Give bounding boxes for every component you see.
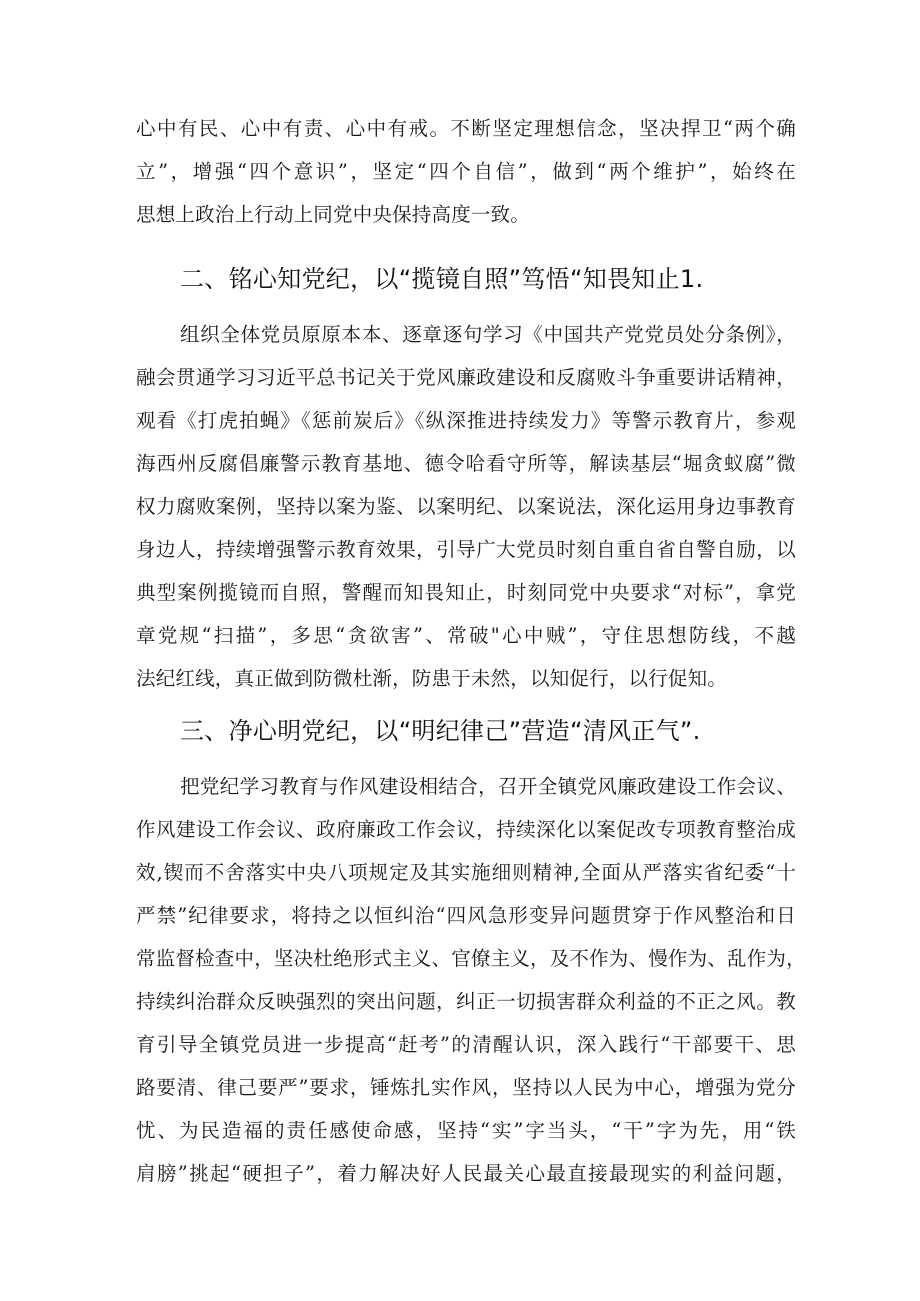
paragraph-line: 典型案例揽镜而自照，警醒而知畏知止，时刻同党中央要求“对标”，拿党 — [136, 581, 796, 604]
section-heading-3: 三、净心明党纪，以“明纪律己”营造“清风正气”. — [180, 717, 701, 745]
paragraph-line: 观看《打虎拍蝇》《惩前炭后》《纵深推进持续发力》等警示教育片，参观 — [136, 409, 796, 432]
paragraph-line: 思想上政治上行动上同党中央保持高度一致。 — [136, 203, 531, 226]
paragraph-line: 章党规“扫描”，多思“贪欲害”、常破"心中贼”，守住思想防线，不越 — [136, 624, 796, 647]
paragraph-line: 把党纪学习教育与作风建设相结合，召开全镇党风廉政建设工作会议、 — [180, 775, 796, 798]
paragraph-line: 持续纠治群众反映强烈的突出问题，纠正一切损害群众利益的不正之风。教 — [136, 990, 796, 1013]
paragraph-line: 组织全体党员原原本本、逐章逐句学习《中国共产党党员处分条例》， — [180, 323, 796, 346]
paragraph-line: 常监督检查中，坚决杜绝形式主义、官僚主义，及不作为、慢作为、乱作为， — [136, 947, 806, 970]
paragraph-line: 心中有民、心中有责、心中有戒。不断坚定理想信念，坚决捍卫“两个确 — [136, 117, 796, 140]
paragraph-line: 肩膀”挑起“硬担子”，着力解决好人民最关心最直接最现实的利益问题， — [136, 1162, 796, 1185]
section-3-paragraph — [136, 765, 806, 1195]
paragraph-line: 融会贯通学习习近平总书记关于党风廉政建设和反腐败斗争重要讲话精神， — [136, 366, 796, 389]
paragraph-line: 立”，增强“四个意识”，坚定“四个自信”，做到“两个维护”，始终在 — [136, 160, 796, 183]
paragraph-line: 作风建设工作会议、政府廉政工作会议，持续深化以案促改专项教育整治成 — [136, 818, 796, 841]
section-heading-2: 二、铭心知党纪，以“揽镜自照”笃悟“知畏知止1. — [180, 265, 704, 293]
section-2-paragraph — [136, 313, 796, 700]
paragraph-line: 严禁”纪律要求，将持之以恒纠治“四风急形变异问题贯穿于作风整治和日 — [136, 904, 796, 927]
paragraph-line: 效,锲而不舍落实中央八项规定及其实施细则精神,全面从严落实省纪委“十 — [136, 861, 796, 884]
paragraph-line: 忧、为民造福的责任感使命感，坚持“实”字当头，“干”字为先，用“铁 — [136, 1119, 796, 1142]
paragraph-line: 身边人，持续增强警示教育效果，引导广大党员时刻自重自省自警自励，以 — [136, 538, 796, 561]
intro-paragraph — [136, 107, 796, 236]
paragraph-line: 路要清、律己要严”要求，锤炼扎实作风，坚持以人民为中心，增强为党分 — [136, 1076, 796, 1099]
paragraph-line: 育引导全镇党员进一步提高“赶考”的清醒认识，深入践行“干部要干、思 — [136, 1033, 796, 1056]
paragraph-line: 法纪红线，真正做到防微杜渐，防患于未然，以知促行，以行促知。 — [136, 667, 728, 690]
paragraph-line: 权力腐败案例，坚持以案为鉴、以案明纪、以案说法，深化运用身边事教育 — [136, 495, 796, 518]
paragraph-line: 海西州反腐倡廉警示教育基地、德令哈看守所等，解读基层“堀贪蚁腐”微 — [136, 452, 796, 475]
